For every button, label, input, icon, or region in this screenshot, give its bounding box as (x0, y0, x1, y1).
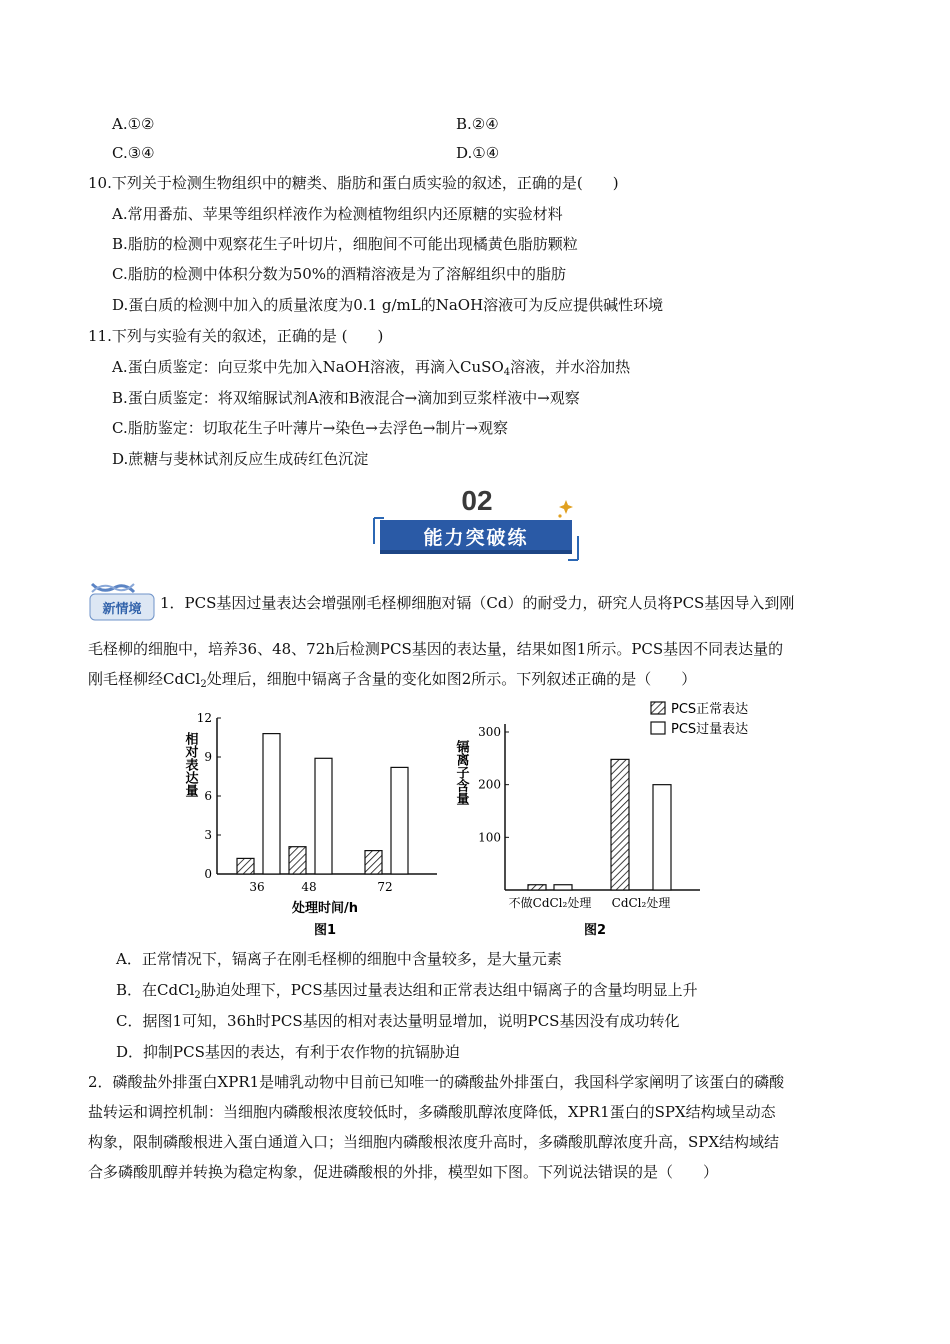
chart1-y-tick-label: 0 (204, 867, 212, 881)
p1-option-b: B．在CdCl$_2$胁迫处理下，PCS基因过量表达组和正常表达组中镉离子的含量均明显上升 (116, 981, 698, 1001)
chart1-x-axis-label: 处理时间/h (291, 901, 359, 916)
section-title: 能力突破练 (423, 527, 529, 549)
q11-option-a: A.蛋白质鉴定：向豆浆中先加入NaOH溶液，再滴入CuSO$_4$溶液，并水浴加热 (112, 358, 631, 378)
section-banner (372, 482, 582, 564)
chart2-bar-overexpression (653, 785, 671, 890)
new-scenario-badge (88, 578, 156, 622)
chart1-bar-overexpression (315, 758, 332, 874)
sparkle-icon (559, 500, 573, 514)
q9-option-d: D.①④ (456, 144, 500, 162)
chart1-x-tick-label: 48 (301, 880, 317, 894)
p1-stem-line-1: 1．PCS基因过量表达会增强刚毛柽柳细胞对镉（Cd）的耐受力，研究人员将PCS基因导入到刚 (160, 594, 795, 612)
chart2-y-tick-label: 200 (478, 777, 501, 792)
p1-stem-line-3: 刚毛柽柳经CdCl$_2$处理后，细胞中镉离子含量的变化如图2所示。下列叙述正确的是（ ） (88, 670, 697, 690)
chart1-bar-normal (237, 858, 254, 874)
q11-option-c: C.脂肪鉴定：切取花生子叶薄片→染色→去浮色→制片→观察 (112, 419, 508, 437)
p1-option-d: D．抑制PCS基因的表达，有利于农作物的抗镉胁迫 (116, 1043, 460, 1061)
chart1-bar-normal (365, 851, 382, 874)
p2-line-1: 2．磷酸盐外排蛋白XPR1是哺乳动物中目前已知唯一的磷酸盐外排蛋白，我国科学家阐明了该蛋白的磷酸 (88, 1073, 785, 1091)
q11-option-b: B.蛋白质鉴定：将双缩脲试剂A液和B液混合→滴加到豆浆样液中→观察 (112, 389, 580, 407)
figure-charts (175, 694, 775, 940)
chart2-title: 图2 (583, 923, 607, 938)
chart1-bar-normal (289, 847, 306, 874)
p1-stem-line-2: 毛柽柳的细胞中，培养36、48、72h后检测PCS基因的表达量，结果如图1所示。PCS基因不同表达量的 (88, 640, 784, 658)
q9-option-a: A.①② (112, 115, 155, 133)
chart1-x-tick-label: 72 (377, 880, 393, 894)
chart1-bar-overexpression (391, 767, 408, 874)
chart2-bar-normal (528, 885, 546, 890)
p2-line-4: 合多磷酸肌醇并转换为稳定构象，促进磷酸根的外排，模型如下图。下列说法错误的是（ ） (88, 1163, 719, 1181)
chart2-x-tick-label: CdCl₂处理 (611, 896, 671, 910)
legend-label-normal: PCS正常表达 (671, 702, 749, 717)
chart1-y-tick-label: 9 (204, 750, 212, 764)
q10-option-b: B.脂肪的检测中观察花生子叶切片，细胞间不可能出现橘黄色脂肪颗粒 (112, 235, 578, 253)
chart1-y-tick-label: 3 (204, 828, 212, 842)
chart2-y-tick-label: 300 (478, 725, 501, 739)
p1-option-a: A．正常情况下，镉离子在刚毛柽柳的细胞中含量较多，是大量元素 (116, 950, 562, 968)
sparkle-dot-icon (558, 514, 561, 517)
legend-swatch-overexpression (651, 722, 665, 734)
section-number: 02 (461, 485, 493, 516)
p1-option-c: C．据图1可知，36h时PCS基因的相对表达量明显增加，说明PCS基因没有成功转化 (116, 1012, 680, 1030)
chart1-y-tick-label: 6 (204, 789, 212, 803)
p2-line-2: 盐转运和调控机制：当细胞内磷酸根浓度较低时，多磷酸肌醇浓度降低，XPR1蛋白的SPX结构域呈动态 (88, 1103, 776, 1121)
q11-option-d: D.蔗糖与斐林试剂反应生成砖红色沉淀 (112, 450, 369, 468)
q9-option-c: C.③④ (112, 144, 155, 162)
q9-option-b: B.②④ (456, 115, 499, 133)
chart2-y-axis-label: 镉离子含量 (453, 740, 469, 805)
q10-option-c: C.脂肪的检测中体积分数为50%的酒精溶液是为了溶解组织中的脂肪 (112, 265, 567, 283)
chart2-bar-overexpression (554, 885, 572, 890)
p2-line-3: 构象，限制磷酸根进入蛋白通道入口；当细胞内磷酸根浓度升高时，多磷酸肌醇浓度升高，SPX结构域结 (88, 1133, 780, 1151)
chart2-x-tick-label: 不做CdCl₂处理 (508, 896, 592, 910)
legend-swatch-normal (651, 702, 665, 714)
chart2-bar-normal (611, 759, 629, 890)
chart2-y-tick-label: 100 (478, 830, 501, 845)
q10-option-d: D.蛋白质的检测中加入的质量浓度为0.1 g/mL的NaOH溶液可为反应提供碱性环境 (112, 296, 664, 314)
legend-label-overexpression: PCS过量表达 (671, 722, 749, 737)
q10-stem: 10.下列关于检测生物组织中的糖类、脂肪和蛋白质实验的叙述，正确的是( ) (88, 174, 619, 192)
chart1-x-tick-label: 36 (249, 880, 265, 894)
chart1-y-tick-label: 12 (196, 711, 212, 725)
q11-stem: 11.下列与实验有关的叙述，正确的是 ( ) (88, 327, 384, 345)
banner-shadow (380, 550, 572, 554)
chart1-bar-overexpression (263, 734, 280, 874)
badge-label: 新情境 (102, 602, 142, 617)
chart1-title: 图1 (313, 923, 337, 938)
q10-option-a: A.常用番茄、苹果等组织样液作为检测植物组织内还原糖的实验材料 (112, 205, 563, 223)
chart1-y-axis-label: 相对表达量 (182, 732, 198, 797)
